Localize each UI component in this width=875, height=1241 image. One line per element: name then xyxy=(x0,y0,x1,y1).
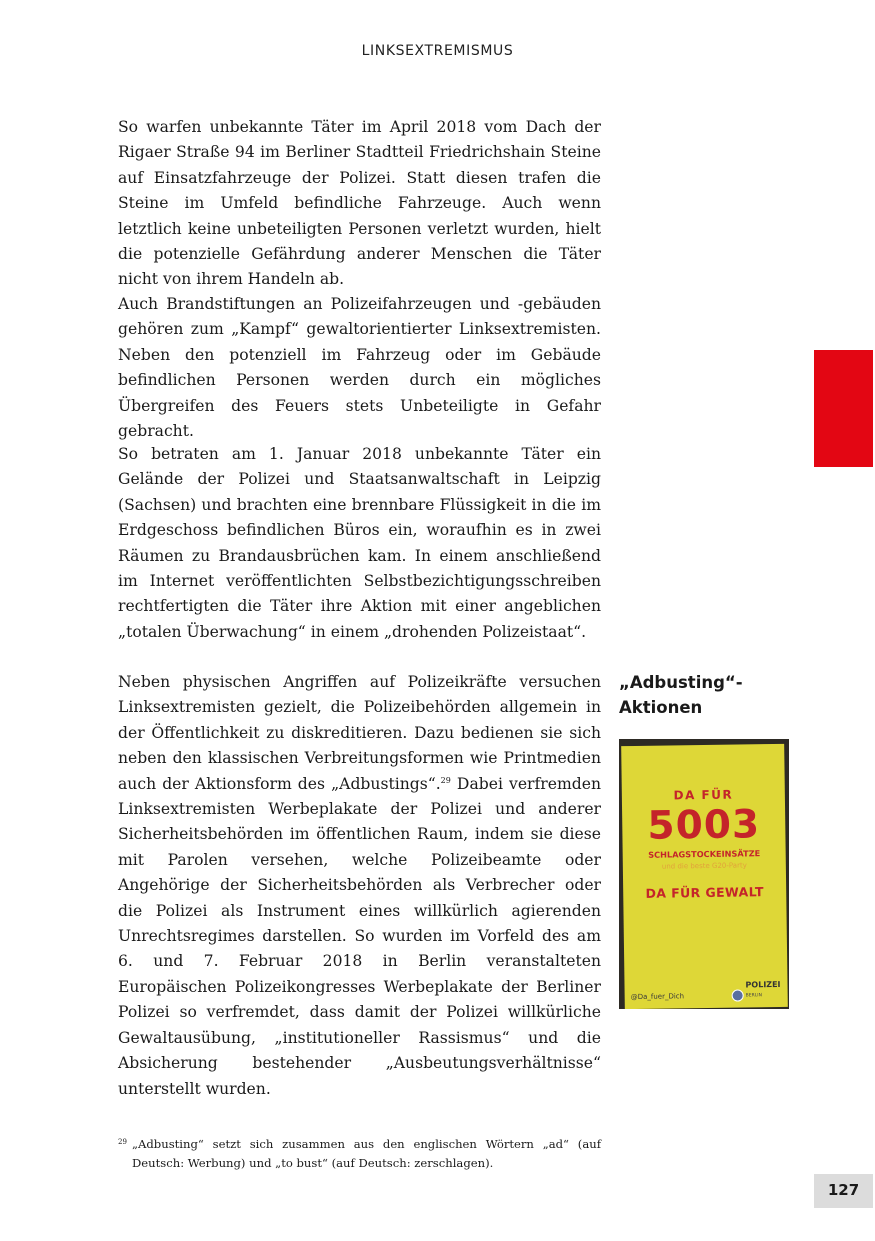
adbusting-poster-photo xyxy=(619,739,789,1009)
poster-handle: @Da_fuer_Dich xyxy=(630,992,685,1002)
footnote-reference[interactable]: 29 xyxy=(440,775,451,785)
page-number-box xyxy=(814,1174,873,1208)
police-star-icon xyxy=(732,989,744,1001)
paragraph-leipzig: So betraten am 1. Januar 2018 unbekannte Täter ein Gelände der Polizei und Staatsanwaltschaft in Leipzig (Sachsen) und brachten eine brennbare Flüssigkeit in die im Erdgeschoss befindlichen Büros ein, woraufhin es in zwei Räumen zu Brandausbrüchen kam. In einem anschließend im Internet veröffentlichten Selbstbezichtigungsschreiben rechtfertigten die Täter ihre Aktion mit einer angeblichen „totalen Überwachung“ in einem „drohenden Polizeistaat“. xyxy=(118,445,601,641)
poster-number: 5003 xyxy=(647,802,761,849)
poster-logo-sub: BERLIN xyxy=(745,993,762,999)
paragraph-adbusting-text-b: Dabei verfremden Linksextremisten Werbeplakate der Polizei und anderer Sicherheitsbehörden im öffentlichen Raum, indem sie diese mit Parolen versehen, welche Polizeibeamte oder Angehörige der Sicherheitsbehörden als Verbrecher oder die Polizei als Instrument eines willkürlich agierenden Unrechtsregimes darstellen. So wurden im Vorfeld des am 6. und 7. Februar 2018 in Berlin veranstalteten Europäischen Polizeikongresses Werbeplakate der Berliner Polizei so verfremdet, dass damit der Polizei willkürliche Gewaltausübung, „institutioneller Rassismus“ und die Absicherung bestehender „Ausbeutungsverhältnisse“ unterstellt wurden. xyxy=(118,774,601,1098)
poster-line-da-fuer: DA FÜR xyxy=(673,787,734,803)
running-head: LINKSEXTREMISMUS xyxy=(361,43,514,59)
footnote xyxy=(118,1135,601,1173)
paragraph-brandstiftungen: Auch Brandstiftungen an Polizeifahrzeugen und -gebäuden gehören zum „Kampf“ gewaltorientierter Linksextremisten. Neben den potenziell im Fahrzeug oder im Gebäude befindlichen Personen werden durch ein mögliches Übergreifen des Feuers stets Unbeteiligte in Gefahr gebracht. xyxy=(118,295,601,441)
page-number: 127 xyxy=(827,1181,860,1199)
margin-heading: „Adbusting“-Aktionen xyxy=(619,673,743,717)
footnote-text: „Adbusting“ setzt sich zusammen aus den englischen Wörtern „ad“ (auf Deutsch: Werbung) und „to bust“ (auf Deutsch: zerschlagen). xyxy=(132,1137,601,1170)
poster-paper xyxy=(621,744,788,1009)
poster-line-party: und die beste G20-Party xyxy=(661,861,747,871)
paragraph-adbusting xyxy=(118,670,601,1102)
paragraph-rigaer-strasse: So warfen unbekannte Täter im April 2018 vom Dach der Rigaer Straße 94 im Berliner Stadtteil Friedrichshain Steine auf Einsatzfahrzeuge der Polizei. Statt diesen trafen die Steine im Umfeld befindliche Fahrzeuge. Auch wenn letztlich keine unbeteiligten Personen verletzt wurden, hielt die potenzielle Gefährdung anderer Menschen die Täter nicht von ihrem Handeln ab. xyxy=(118,118,601,289)
paragraph-adbusting-text-a: Neben physischen Angriffen auf Polizeikräfte versuchen Linksextremisten gezielt, die Polizeibehörden allgemein in der Öffentlichkeit zu diskreditieren. Dazu bedienen sie sich neben den klassischen Verbreitungsformen wie Printmedien auch der Aktionsform des „Adbustings“. xyxy=(118,673,601,793)
poster-line-schlagstock: SCHLAGSTOCKEINSÄTZE xyxy=(648,848,761,860)
poster-logo: POLIZEI xyxy=(745,979,781,990)
footnote-number: 29 xyxy=(118,1138,127,1146)
chapter-tab-marker xyxy=(814,350,873,467)
poster-line-gewalt: DA FÜR GEWALT xyxy=(645,884,765,901)
